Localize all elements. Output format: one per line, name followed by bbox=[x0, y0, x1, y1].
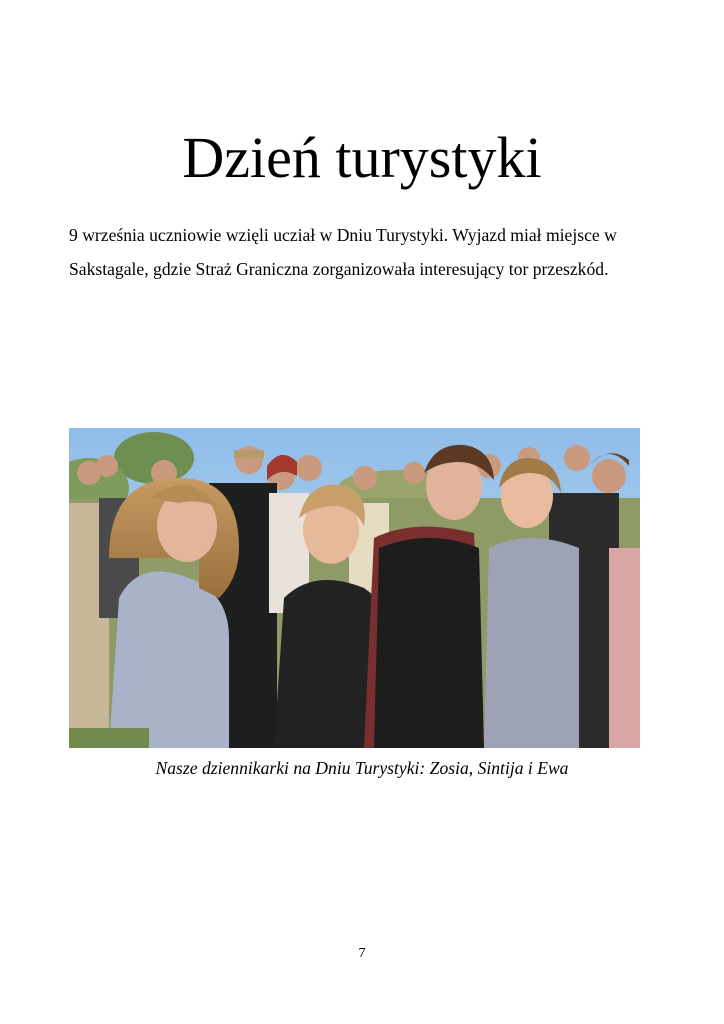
photo-caption: Nasze dziennikarki na Dniu Turystyki: Zosia, Sintija i Ewa bbox=[155, 758, 569, 778]
group-photo-illustration bbox=[69, 428, 640, 748]
group-photo bbox=[69, 428, 640, 748]
page-number: 7 bbox=[358, 946, 366, 961]
intro-paragraph: 9 września uczniowie wzięli ucział w Dniu Turystyki. Wyjazd miał miejsce w Sakstagale, gdzie Straż Graniczna zorganizowała interesujący tor przeszkód. bbox=[69, 225, 617, 279]
page-title: Dzień turystyki bbox=[182, 125, 542, 190]
